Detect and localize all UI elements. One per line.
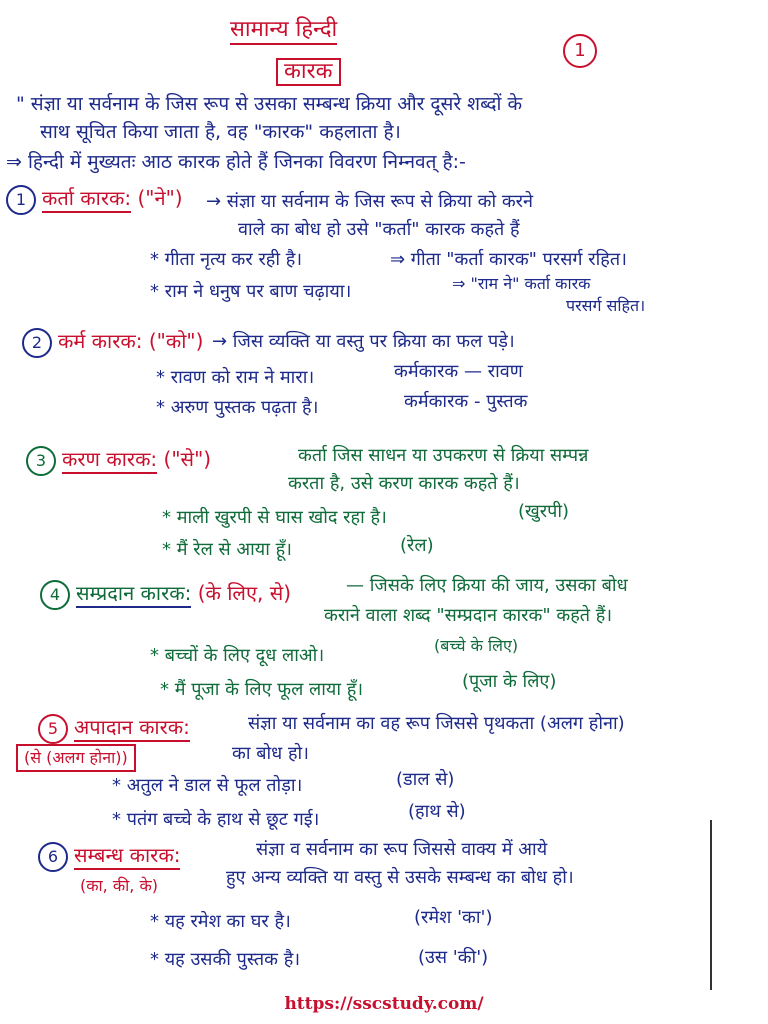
section-sign: (के लिए, से) <box>197 581 292 605</box>
section-3-heading <box>26 446 211 476</box>
section-5-example-2-note: (हाथ से) <box>408 801 466 822</box>
section-5-example-2: * पतंग बच्चे के हाथ से छूट गई। <box>112 809 320 830</box>
section-1-heading <box>6 185 183 215</box>
section-3-example-2-note: (रेल) <box>400 535 434 556</box>
section-5-example-1: * अतुल ने डाल से फूल तोड़ा। <box>112 775 303 796</box>
page-title: सामान्य हिन्दी <box>230 18 337 45</box>
section-5-heading <box>38 714 190 744</box>
section-1-def-1: → संज्ञा या सर्वनाम के जिस रूप से क्रिया को करने <box>206 191 533 212</box>
section-3-example-1: * माली खुरपी से घास खोद रहा है। <box>162 507 387 528</box>
section-5-def-1: संज्ञा या सर्वनाम का वह रूप जिससे पृथकता (अलग होना) <box>248 713 625 734</box>
section-6-example-1-note: (रमेश 'का') <box>414 907 493 928</box>
intro-line-1: " संज्ञा या सर्वनाम के जिस रूप से उसका सम्बन्ध क्रिया और दूसरे शब्दों के <box>16 93 523 115</box>
section-1-def-2: वाले का बोध हो उसे "कर्ता" कारक कहते हैं <box>238 219 520 240</box>
section-1-example-1: * गीता नृत्य कर रही है। <box>150 249 303 270</box>
section-4-heading <box>40 580 291 610</box>
section-number: 6 <box>38 842 68 872</box>
section-5-sign: (से (अलग होना)) <box>16 744 136 772</box>
topic-heading: कारक <box>276 58 341 86</box>
section-4-example-1-note: (बच्चे के लिए) <box>434 636 519 655</box>
section-1-example-1-note: ⇒ गीता "कर्ता कारक" परसर्ग रहित। <box>390 249 627 270</box>
section-1-example-2: * राम ने धनुष पर बाण चढ़ाया। <box>150 281 352 302</box>
intro-line-2: साथ सूचित किया जाता है, वह "कारक" कहलाता है। <box>40 121 401 143</box>
section-name: अपादान कारक: <box>74 715 190 742</box>
section-6-heading <box>38 842 180 872</box>
section-3-def-1: कर्ता जिस साधन या उपकरण से क्रिया सम्पन्न <box>298 445 589 466</box>
section-5-def-2: का बोध हो। <box>232 743 309 764</box>
section-4-def-2: कराने वाला शब्द "सम्प्रदान कारक" कहते हैं। <box>324 605 613 626</box>
section-number: 3 <box>26 446 56 476</box>
section-sign: ("से") <box>163 447 212 471</box>
section-number: 4 <box>40 580 70 610</box>
section-5-example-1-note: (डाल से) <box>396 769 455 790</box>
section-4-example-2: * मैं पूजा के लिए फूल लाया हूँ। <box>160 679 364 700</box>
section-6-sign: (का, की, के) <box>80 876 158 895</box>
section-1-example-2-note-2: परसर्ग सहित। <box>566 296 646 315</box>
section-4-example-1: * बच्चों के लिए दूध लाओ। <box>150 645 325 666</box>
section-2-example-2: * अरुण पुस्तक पढ़ता है। <box>156 397 319 418</box>
section-6-def-2: हुए अन्य व्यक्ति या वस्तु से उसके सम्बन्ध का बोध हो। <box>226 867 574 888</box>
section-number: 1 <box>6 185 36 215</box>
section-2-def-1: → जिस व्यक्ति या वस्तु पर क्रिया का फल पड़े। <box>212 331 515 352</box>
footer-url[interactable]: https://sscstudy.com/ <box>284 994 484 1014</box>
margin-line <box>710 820 712 990</box>
section-number: 2 <box>22 328 52 358</box>
section-6-example-1: * यह रमेश का घर है। <box>150 911 291 932</box>
section-name: सम्बन्ध कारक: <box>74 843 180 870</box>
intro-line-3: ⇒ हिन्दी में मुख्यतः आठ कारक होते हैं जिनका विवरण निम्नवत् है:- <box>6 151 466 173</box>
section-6-example-2: * यह उसकी पुस्तक है। <box>150 949 301 970</box>
section-6-def-1: संज्ञा व सर्वनाम का रूप जिससे वाक्य में आये <box>256 839 548 860</box>
section-4-def-1: — जिसके लिए क्रिया की जाय, उसका बोध <box>346 575 628 596</box>
section-3-def-2: करता है, उसे करण कारक कहते हैं। <box>288 473 520 494</box>
section-1-example-2-note-1: ⇒ "राम ने" कर्ता कारक <box>452 274 591 293</box>
page-number: 1 <box>563 34 597 68</box>
section-name: सम्प्रदान कारक: <box>76 581 191 608</box>
section-3-example-2: * मैं रेल से आया हूँ। <box>162 539 292 560</box>
section-name: कर्म कारक: <box>58 329 143 353</box>
section-number: 5 <box>38 714 68 744</box>
section-sign: ("को") <box>148 329 204 353</box>
section-3-example-1-note: (खुरपी) <box>518 501 570 522</box>
section-2-example-1-note: कर्मकारक — रावण <box>394 361 523 382</box>
section-name: करण कारक: <box>62 447 157 474</box>
section-4-example-2-note: (पूजा के लिए) <box>462 671 557 692</box>
section-6-example-2-note: (उस 'की') <box>418 947 489 968</box>
section-name: कर्ता कारक: <box>42 186 131 213</box>
section-sign: ("ने") <box>137 186 183 210</box>
section-2-example-1: * रावण को राम ने मारा। <box>156 367 315 388</box>
section-2-example-2-note: कर्मकारक - पुस्तक <box>404 391 528 412</box>
section-2-heading <box>22 328 203 358</box>
